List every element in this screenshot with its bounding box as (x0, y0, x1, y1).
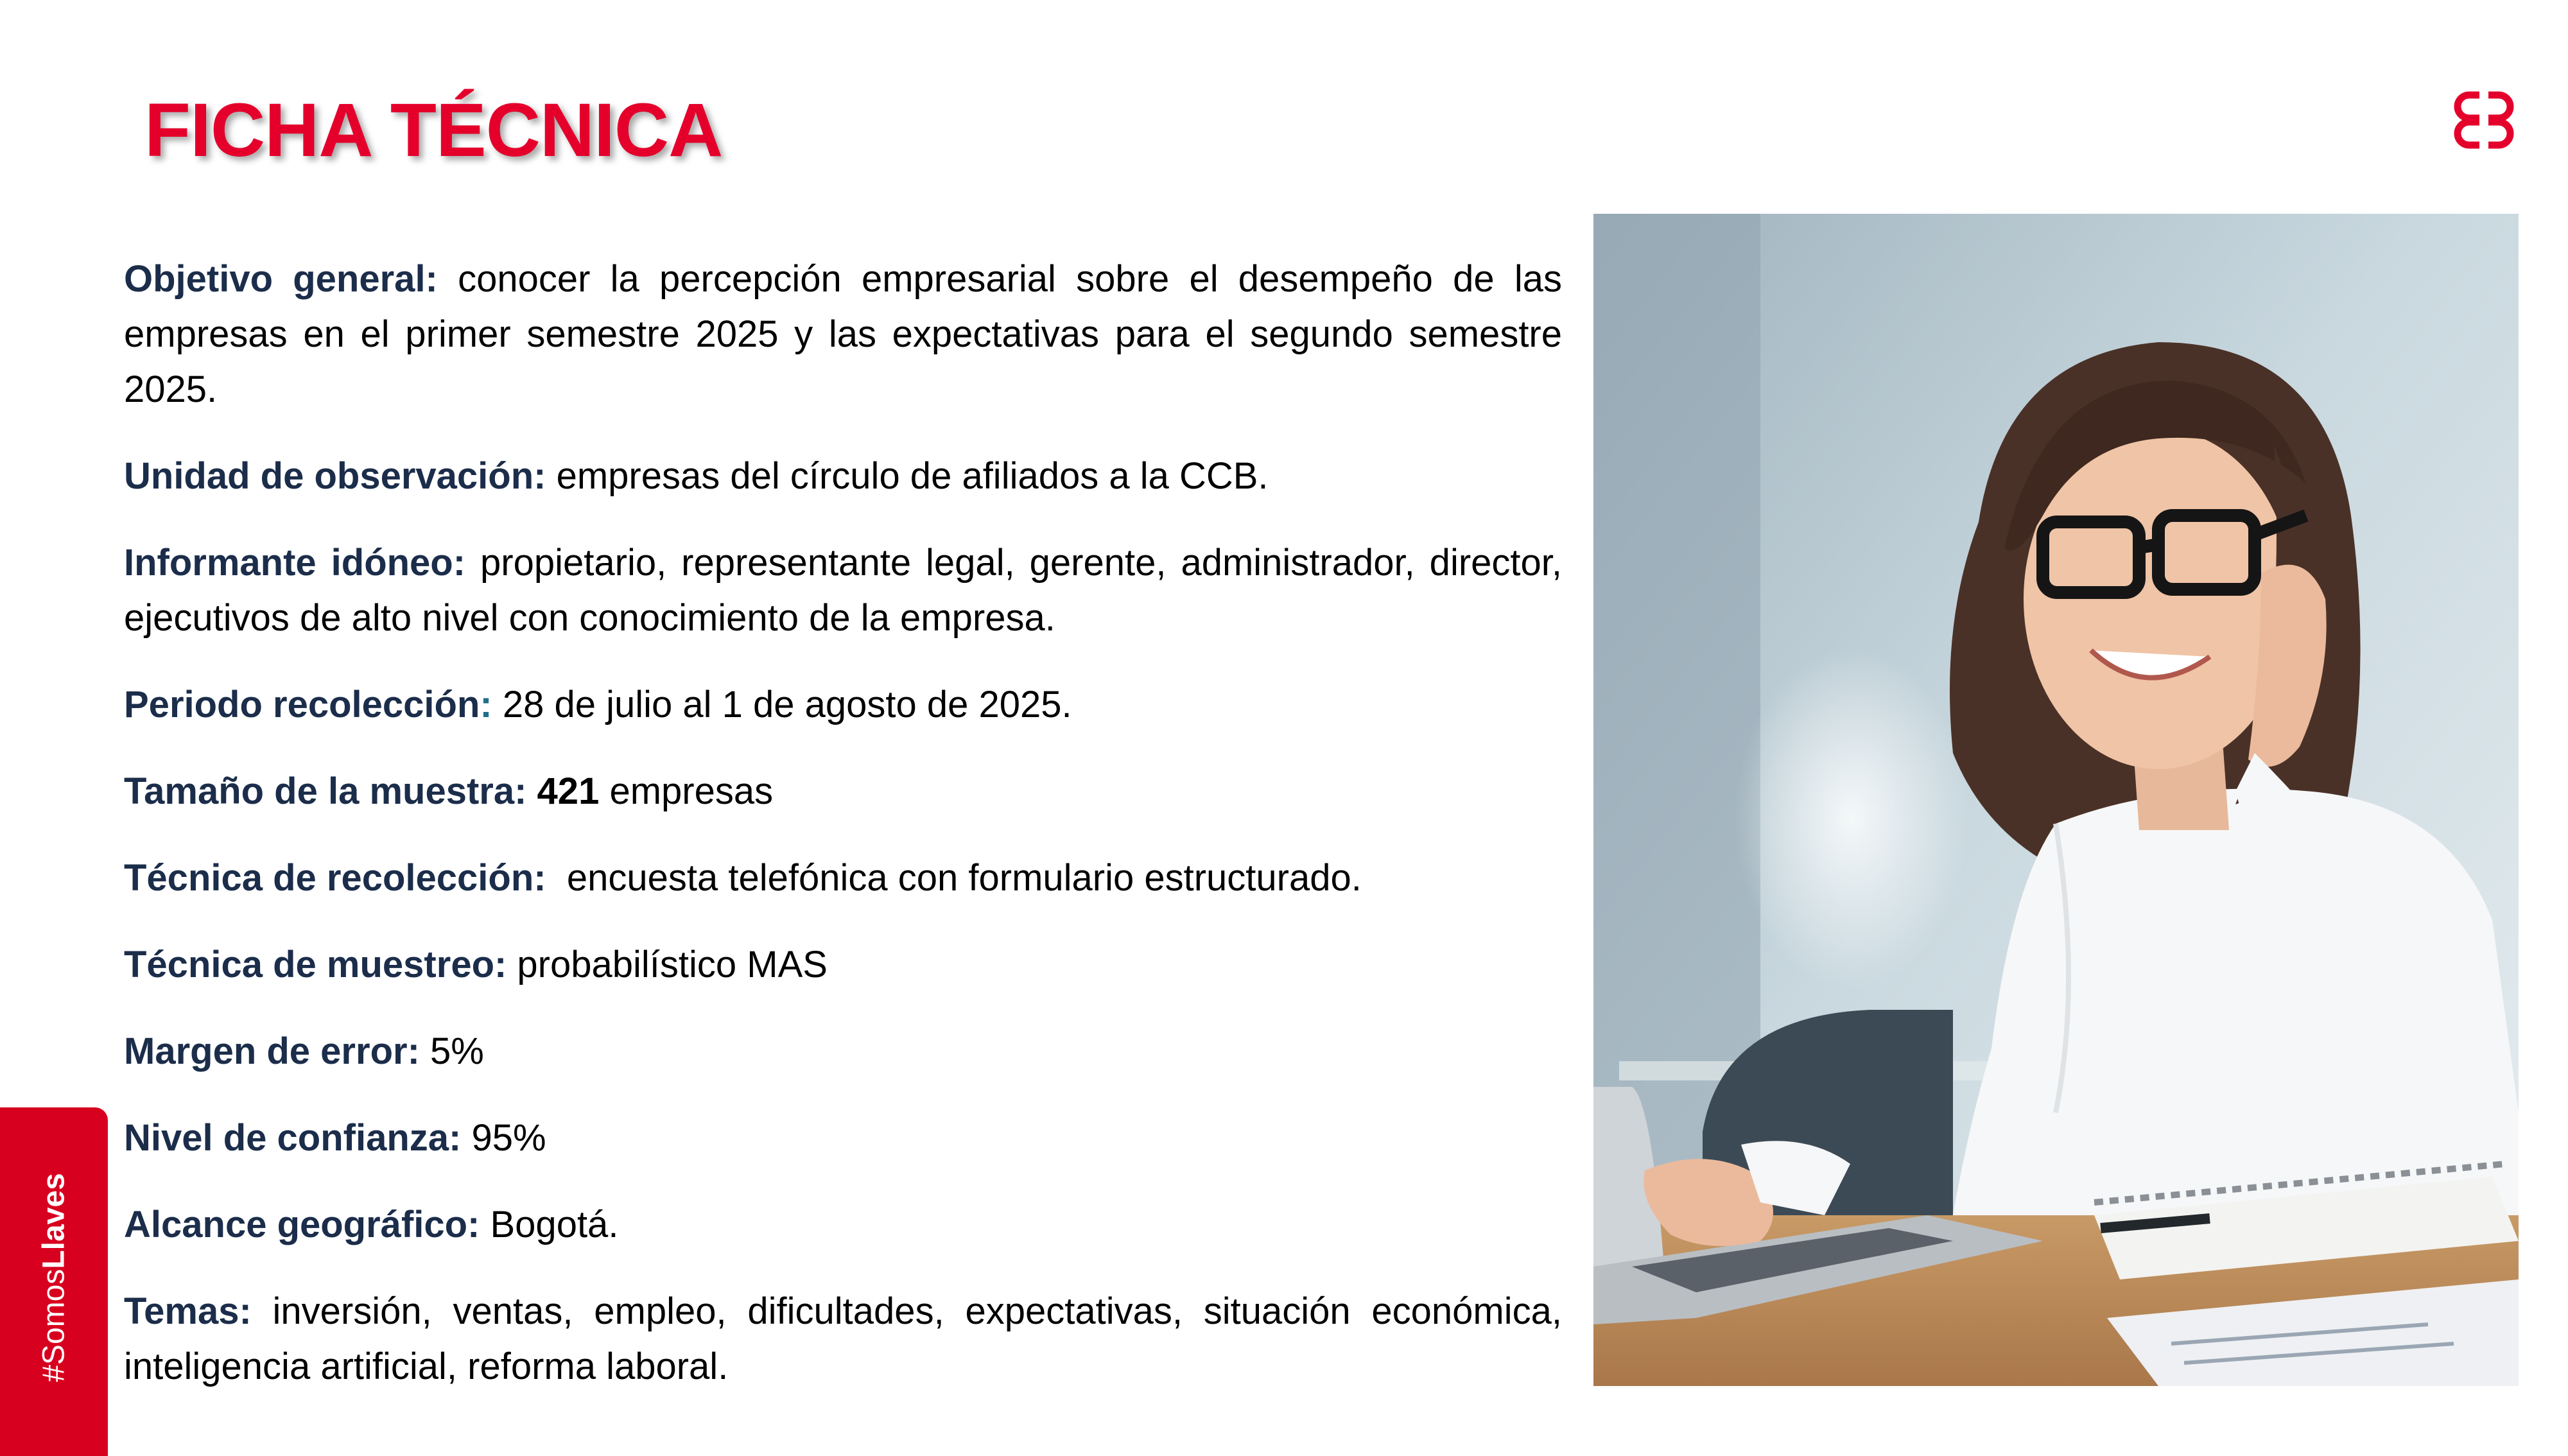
item-text: 95% (461, 1117, 546, 1159)
item-text: 5% (419, 1030, 484, 1072)
item-text: encuesta telefónica con formulario estructurado. (546, 857, 1362, 899)
item-colon: : (480, 684, 492, 725)
item-label: Alcance geográfico: (124, 1204, 480, 1245)
item-temas (124, 1284, 1562, 1394)
item-text: Bogotá. (480, 1204, 619, 1245)
item-tecnica-recoleccion (124, 851, 1562, 906)
item-text: propietario, representante legal, gerente, administrador, director, ejecutivos de alto nivel con conocimiento de la empresa. (124, 542, 1563, 639)
somos-llaves-hashtag (37, 1173, 72, 1382)
item-label: Margen de error: (124, 1030, 420, 1072)
item-label: Técnica de recolección: (124, 857, 546, 899)
item-label: Objetivo general: (124, 258, 438, 300)
hashtag-prefix: #Somos (37, 1269, 71, 1382)
item-informante (124, 535, 1562, 646)
item-margen-error (124, 1024, 1562, 1079)
item-text: empresas del círculo de afiliados a la CCB. (546, 455, 1269, 497)
item-text: probabilístico MAS (507, 944, 828, 985)
page-title: FICHA TÉCNICA (144, 88, 723, 173)
item-objetivo (124, 252, 1562, 417)
item-label: Tamaño de la muestra: (124, 770, 527, 812)
ccb-logo-icon (2451, 89, 2517, 150)
hashtag-bold: Llaves (37, 1173, 71, 1269)
item-tecnica-muestreo (124, 937, 1562, 992)
item-label: Unidad de observación: (124, 455, 546, 497)
item-text: conocer la percepción empresarial sobre el desempeño de las empresas en el primer semestre 2025 y las expectativas para el segundo semestre 2025. (124, 258, 1562, 410)
item-label: Nivel de confianza: (124, 1117, 462, 1159)
item-text: empresas (599, 770, 774, 812)
item-label: Periodo recolección (124, 684, 480, 725)
item-nivel-confianza (124, 1111, 1562, 1166)
woman-laptop-photo (1593, 214, 2519, 1386)
item-text: inversión, ventas, empleo, dificultades, expectativas, situación económica, inteligencia artificial, reforma laboral. (124, 1290, 1562, 1387)
item-periodo (124, 677, 1562, 732)
item-alcance (124, 1197, 1562, 1252)
item-muestra (124, 764, 1562, 819)
item-label: Técnica de muestreo: (124, 944, 507, 985)
item-unidad (124, 449, 1562, 504)
item-label: Temas: (124, 1290, 252, 1332)
item-label: Informante idóneo: (124, 542, 466, 584)
technical-sheet-body (124, 252, 1562, 1426)
sample-size-value: 421 (526, 770, 600, 812)
item-text: 28 de julio al 1 de agosto de 2025. (492, 684, 1072, 725)
